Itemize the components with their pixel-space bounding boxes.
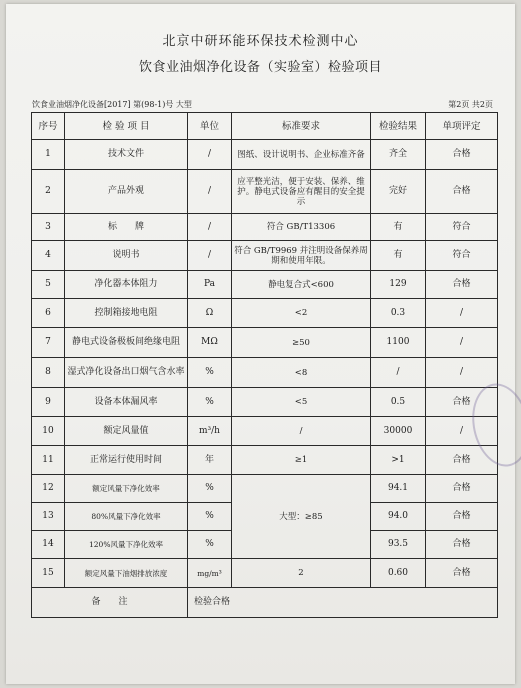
cell-no: 7 bbox=[32, 328, 65, 358]
table-row bbox=[32, 417, 498, 446]
table-row bbox=[32, 475, 498, 503]
header-result: 检验结果 bbox=[371, 113, 426, 140]
cell-no: 3 bbox=[32, 214, 65, 241]
cell-result: 0.60 bbox=[371, 559, 426, 588]
cell-unit: % bbox=[188, 475, 232, 503]
cell-item: 额定风量值 bbox=[65, 417, 188, 446]
cell-result: 1100 bbox=[371, 328, 426, 358]
cell-unit: / bbox=[188, 140, 232, 170]
cell-result: 129 bbox=[371, 271, 426, 299]
cell-unit: MΩ bbox=[188, 328, 232, 358]
inspection-table bbox=[31, 112, 498, 618]
table-row bbox=[32, 388, 498, 417]
cell-evaluation: 合格 bbox=[426, 271, 498, 299]
cell-no: 10 bbox=[32, 417, 65, 446]
header-evaluation: 单项评定 bbox=[426, 113, 498, 140]
cell-result: / bbox=[371, 358, 426, 388]
cell-result: 94.0 bbox=[371, 503, 426, 531]
cell-requirement: 图纸、设计说明书、企业标准齐备 bbox=[232, 140, 371, 170]
cell-unit: % bbox=[188, 531, 232, 559]
cell-unit: 年 bbox=[188, 446, 232, 475]
cell-no: 15 bbox=[32, 559, 65, 588]
cell-item: 说明书 bbox=[65, 241, 188, 271]
cell-evaluation: / bbox=[426, 417, 498, 446]
cell-unit: / bbox=[188, 214, 232, 241]
doc-title: 饮食业油烟净化设备（实验室）检验项目 bbox=[138, 60, 382, 75]
table-row bbox=[32, 328, 498, 358]
cell-no: 2 bbox=[32, 170, 65, 214]
cell-result: 0.5 bbox=[371, 388, 426, 417]
cell-no: 1 bbox=[32, 140, 65, 170]
cell-result: 有 bbox=[371, 214, 426, 241]
cell-no: 14 bbox=[32, 531, 65, 559]
table-row bbox=[32, 358, 498, 388]
org-title: 北京中研环能环保技术检测中心 bbox=[162, 34, 359, 49]
cell-evaluation: 合格 bbox=[426, 140, 498, 170]
page-info: 第2页 共2页 bbox=[448, 100, 493, 109]
cell-unit: Pa bbox=[188, 271, 232, 299]
cell-no: 13 bbox=[32, 503, 65, 531]
cell-no: 4 bbox=[32, 241, 65, 271]
remarks-value: 检验合格 bbox=[188, 588, 498, 618]
table-row bbox=[32, 170, 498, 214]
cell-no: 6 bbox=[32, 299, 65, 328]
remarks-label: 备 注 bbox=[32, 588, 188, 618]
cell-requirement: <8 bbox=[232, 358, 371, 388]
cell-evaluation: 符合 bbox=[426, 214, 498, 241]
cell-item: 产品外观 bbox=[65, 170, 188, 214]
cell-evaluation: 合格 bbox=[426, 503, 498, 531]
table-row bbox=[32, 299, 498, 328]
cell-evaluation: 合格 bbox=[426, 388, 498, 417]
cell-requirement: / bbox=[232, 417, 371, 446]
table-row bbox=[32, 559, 498, 588]
cell-item: 技术文件 bbox=[65, 140, 188, 170]
cell-result: 94.1 bbox=[371, 475, 426, 503]
cell-item: 额定风量下净化效率 bbox=[65, 475, 188, 503]
cell-item: 80%风量下净化效率 bbox=[65, 503, 188, 531]
cell-unit: m³/h bbox=[188, 417, 232, 446]
cell-unit: % bbox=[188, 503, 232, 531]
cell-item: 标 牌 bbox=[65, 214, 188, 241]
remarks-row bbox=[32, 588, 498, 618]
cell-evaluation: / bbox=[426, 299, 498, 328]
cell-result: 93.5 bbox=[371, 531, 426, 559]
cell-result: 30000 bbox=[371, 417, 426, 446]
cell-item: 120%风量下净化效率 bbox=[65, 531, 188, 559]
cell-requirement: 大型：≥85 bbox=[232, 475, 371, 559]
cell-result: 齐全 bbox=[371, 140, 426, 170]
table-row bbox=[32, 271, 498, 299]
header-unit: 单位 bbox=[188, 113, 232, 140]
cell-result: 有 bbox=[371, 241, 426, 271]
cell-requirement: 2 bbox=[232, 559, 371, 588]
cell-item: 额定风量下油烟排放浓度 bbox=[65, 559, 188, 588]
cell-item: 静电式设备极板间绝缘电阻 bbox=[65, 328, 188, 358]
cell-no: 12 bbox=[32, 475, 65, 503]
cell-requirement: <5 bbox=[232, 388, 371, 417]
table-row bbox=[32, 241, 498, 271]
header-no: 序号 bbox=[32, 113, 65, 140]
cell-result: 0.3 bbox=[371, 299, 426, 328]
cell-item: 控制箱接地电阻 bbox=[65, 299, 188, 328]
cell-item: 净化器本体阻力 bbox=[65, 271, 188, 299]
cell-requirement: ≥50 bbox=[232, 328, 371, 358]
cell-requirement: 符合 GB/T9969 并注明设备保养周期和使用年限。 bbox=[232, 241, 371, 271]
cell-unit: % bbox=[188, 358, 232, 388]
cell-requirement: 符合 GB/T13306 bbox=[232, 214, 371, 241]
cell-evaluation: 合格 bbox=[426, 531, 498, 559]
cell-no: 8 bbox=[32, 358, 65, 388]
cell-evaluation: 合格 bbox=[426, 170, 498, 214]
cell-item: 正常运行使用时间 bbox=[65, 446, 188, 475]
table-header-row bbox=[32, 113, 498, 140]
cell-result: >1 bbox=[371, 446, 426, 475]
cell-evaluation: 合格 bbox=[426, 475, 498, 503]
cell-unit: / bbox=[188, 170, 232, 214]
cell-requirement: 静电复合式<600 bbox=[232, 271, 371, 299]
cell-result: 完好 bbox=[371, 170, 426, 214]
cell-unit: mg/m³ bbox=[188, 559, 232, 588]
header-requirement: 标准要求 bbox=[232, 113, 371, 140]
cell-item: 湿式净化设备出口烟气含水率 bbox=[65, 358, 188, 388]
cell-requirement: <2 bbox=[232, 299, 371, 328]
cell-unit: % bbox=[188, 388, 232, 417]
cell-evaluation: / bbox=[426, 358, 498, 388]
header-item: 检 验 项 目 bbox=[65, 113, 188, 140]
table-row bbox=[32, 214, 498, 241]
cell-no: 5 bbox=[32, 271, 65, 299]
cell-requirement: 应平整光洁，便于安装、保养、维护。静电式设备应有醒目的安全提示 bbox=[232, 170, 371, 214]
table-row bbox=[32, 446, 498, 475]
spec-line: 饮食业油烟净化设备[2017] 第(98-1)号 大型 bbox=[32, 100, 192, 109]
cell-no: 11 bbox=[32, 446, 65, 475]
cell-unit: / bbox=[188, 241, 232, 271]
cell-evaluation: 合格 bbox=[426, 559, 498, 588]
cell-evaluation: 合格 bbox=[426, 446, 498, 475]
cell-evaluation: 符合 bbox=[426, 241, 498, 271]
cell-unit: Ω bbox=[188, 299, 232, 328]
cell-item: 设备本体漏风率 bbox=[65, 388, 188, 417]
cell-requirement: ≥1 bbox=[232, 446, 371, 475]
table-row bbox=[32, 140, 498, 170]
cell-evaluation: / bbox=[426, 328, 498, 358]
cell-no: 9 bbox=[32, 388, 65, 417]
